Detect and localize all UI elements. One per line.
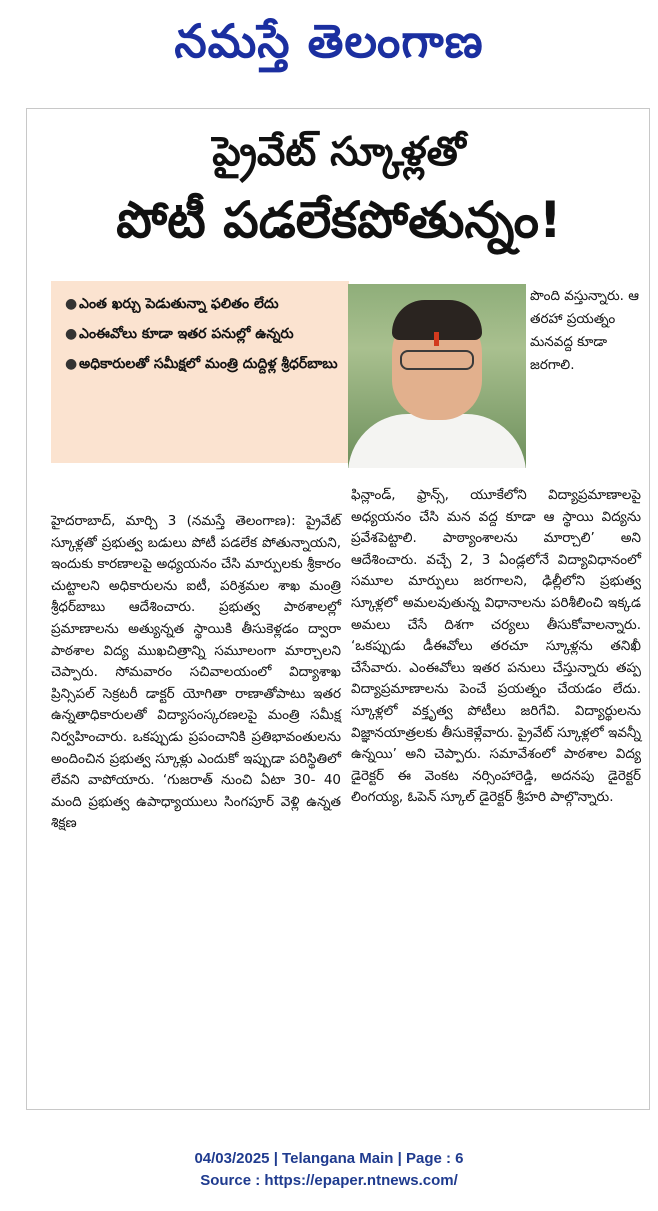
article-text-left: హైదరాబాద్, మార్చి 3 (నమస్తే తెలంగాణ): ప్రైవేట్ స్కూళ్లతో ప్రభుత్వ బడులు పోటీ పడలేక పోతున్నాయని, ఇందుకు కారణాలపై అధ్యయనం చేసి మార్పులకు శ్రీకారం చుట్టాలని అధికారులను ఐటీ, పరిశ్రమల శాఖ మంత్రి శ్రీధర్‌బాబు ఆదేశించారు. ప్రభుత్వ పాఠశాలల్లో ప్రమాణాలను అత్యున్నత స్థాయికి తీసుకెళ్లడం ద్వారా పాఠశాల విద్య ముఖచిత్రాన్ని సమూలంగా మార్చాలని చెప్పారు. సోమవారం సచివాలయంలో విద్యాశాఖ ప్రిన్సిపల్ సెక్రటరీ డాక్టర్ యోగితా రాణాతోపాటు ఇతర ఉన్నతాధికారులతో విద్యాసంస్కరణలపై మంత్రి సమీక్ష నిర్వహించారు. ఒకప్పుడు ప్రపంచానికి ప్రతిభావంతులను అందించిన ప్రభుత్వ స్కూళ్లు ఎందుకో ఇప్పుడా పరిస్థితిలో లేవని వాపోయారు. ‘గుజరాత్ నుంచి ఏటా 30- 40 మంది ప్రభుత్వ ఉపాధ్యాయులు సింగపూర్ వెళ్లి ఉన్నత శిక్షణ: [51, 513, 341, 832]
newspaper-masthead: నమస్తే తెలంగాణ: [174, 14, 484, 68]
news-clipping: [26, 108, 650, 1110]
article-text-right: ఫిన్లాండ్, ఫ్రాన్స్, యూకేలోని విద్యాప్రమాణాలపై అధ్యయనం చేసి మన వద్ద కూడా ఆ స్థాయి విద్యను ప్రవేశపెట్టాలి. పాఠ్యాంశాలను మార్చాలి’ అని ఆదేశించారు. వచ్చే 2, 3 ఏండ్లలోనే విద్యావిధానంలో సమూల మార్పులు జరగాలని, ఢిల్లీలోని ప్రభుత్వ స్కూళ్లలో అమలవుతున్న విధానాలను పరిశీలించి ఇక్కడ అమలు చేసే దిశగా చర్యలు తీసుకోవాలన్నారు. ‘ఒకప్పుడు డీఈవోలు తరచూ స్కూళ్లను తనిఖీ చేసేవారు. ఎంఈవోలు ఇతర పనులు చేస్తున్నారు తప్ప విద్యాప్రమాణాలను పెంచే ప్రయత్నం చేయడం లేదు. స్కూళ్లలో వక్తృత్వ పోటీలు జరిగేవి. విద్యార్థులను విజ్ఞానయాత్రలకు తీసుకెళ్లేవారు. ప్రైవేట్ స్కూళ్లలో ఇవన్నీ ఉన్నయి’ అని చెప్పారు. సమావేశంలో పాఠశాల విద్య డైరెక్టర్ ఈ వెంకట నర్సింహారెడ్డి, అదనపు డైరెక్టర్ లింగయ్య, ఓపెన్ స్కూల్ డైరెక్టర్ శ్రీహరి పాల్గొన్నారు.: [351, 487, 641, 806]
minister-photo: [348, 284, 526, 468]
bullet-icon: ●: [65, 296, 78, 312]
page-footer: [0, 1148, 658, 1192]
headline-line-2: పోటీ పడలేకపోతున్నం!: [116, 191, 562, 249]
highlight-text: ఎంత ఖర్చు పెడుతున్నా ఫలితం లేదు: [79, 296, 279, 312]
highlight-text: ఎంఈవోలు కూడా ఇతర పనుల్లో ఉన్నరు: [79, 326, 294, 342]
photo-side-text: పొంది వస్తున్నారు. ఆ తరహా ప్రయత్నం మనవద్ద కూడా జరగాలి.: [530, 288, 640, 373]
footer-date-line: 04/03/2025 | Telangana Main | Page : 6: [194, 1150, 464, 1167]
bullet-icon: ●: [65, 356, 78, 372]
highlight-item: [65, 353, 341, 375]
highlight-text: అధికారులతో సమీక్షలో మంత్రి దుద్దిళ్ల శ్రీధర్‌బాబు: [79, 356, 338, 372]
article-column-left: [51, 511, 341, 835]
bullet-icon: ●: [65, 326, 78, 342]
highlights-box: [51, 281, 349, 463]
highlight-item: [65, 323, 341, 345]
highlight-item: [65, 293, 341, 315]
headline-line-1: ప్రైవేట్ స్కూళ్లతో: [212, 129, 466, 175]
footer-source-line: Source : https://epaper.ntnews.com/: [200, 1172, 458, 1189]
article-column-right: [351, 485, 641, 809]
